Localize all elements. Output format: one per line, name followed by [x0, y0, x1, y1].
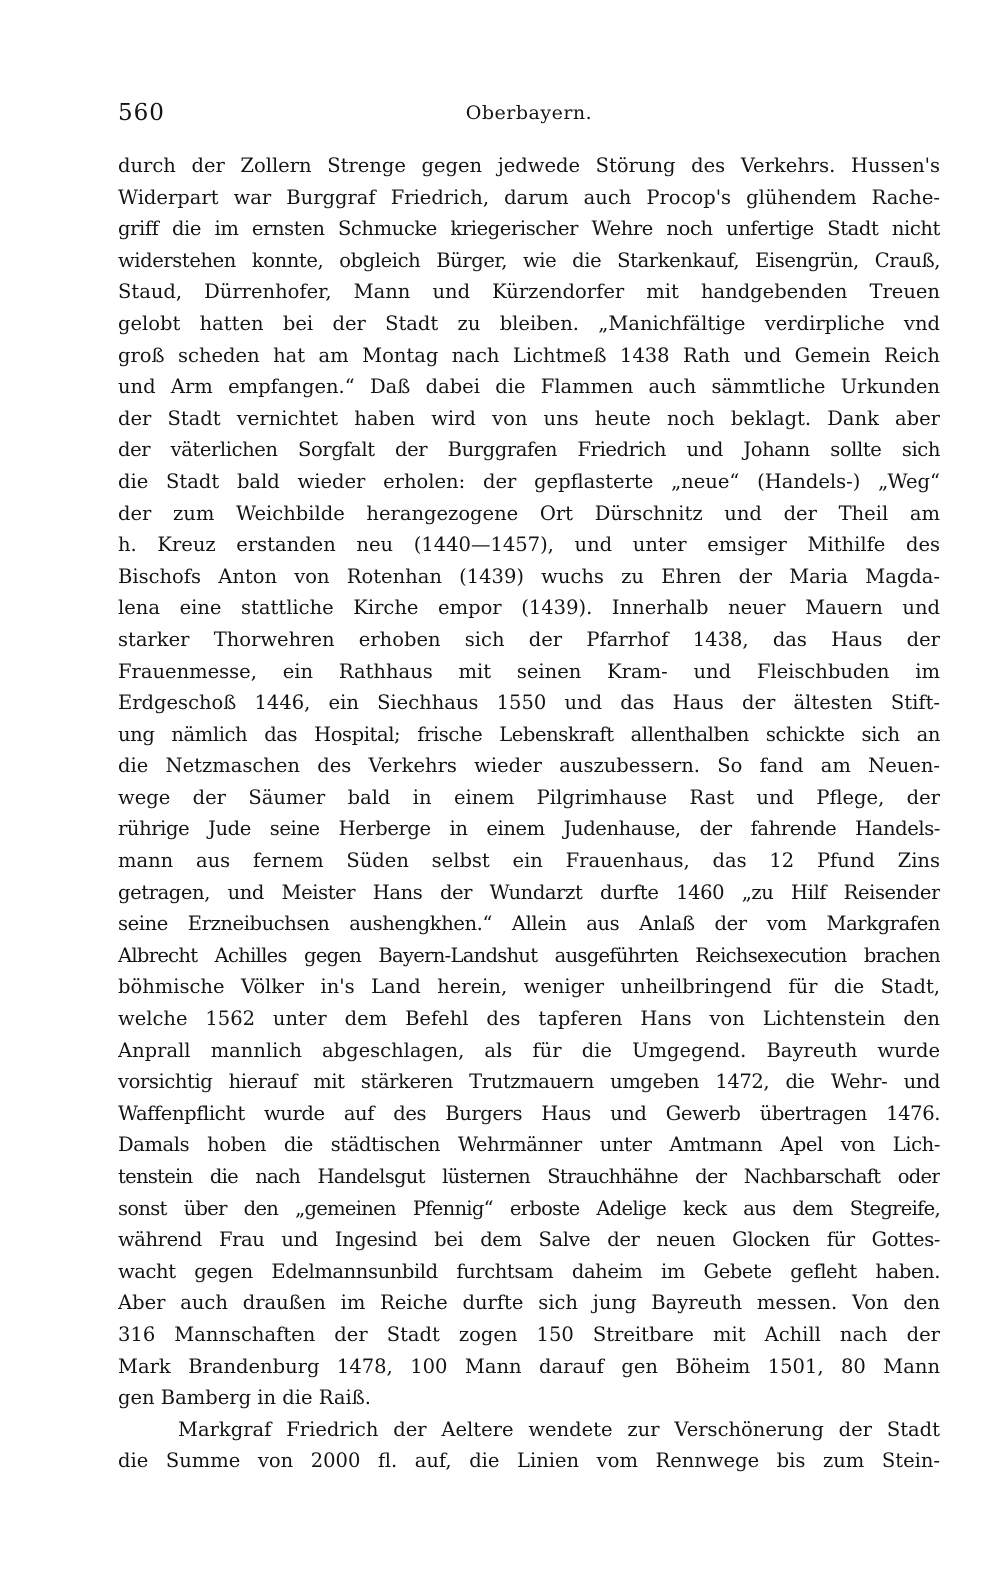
text-line: Anprall mannlich abgeschlagen, als für die Umgegend. Bayreuth wurde: [118, 1038, 940, 1062]
text-line: und Arm empfangen.“ Daß dabei die Flammen auch sämmtliche Urkunden: [118, 375, 940, 399]
text-line: die Summe von 2000 fl. auf, die Linien vom Rennwege bis zum Stein-: [118, 1449, 940, 1473]
section-title: Oberbayern.: [465, 102, 593, 124]
text-line: Bischofs Anton von Rotenhan (1439) wuchs zu Ehren der Maria Magda-: [118, 564, 940, 588]
text-line: Widerpart war Burggraf Friedrich, darum auch Procop's glühendem Rache-: [118, 185, 940, 209]
text-line: ung nämlich das Hospital; frische Lebenskraft allenthalben schickte sich an: [118, 722, 940, 746]
text-line: gen Bamberg in die Raiß.: [118, 1386, 371, 1410]
running-head: [118, 100, 940, 136]
text-line: Mark Brandenburg 1478, 100 Mann darauf gen Böheim 1501, 80 Mann: [118, 1354, 940, 1378]
text-line: Waffenpflicht wurde auf des Burgers Haus und Gewerb übertragen 1476.: [118, 1101, 940, 1125]
text-line: Staud, Dürrenhofer, Mann und Kürzendorfer mit handgebenden Treuen: [118, 280, 940, 304]
text-line: durch der Zollern Strenge gegen jedwede Störung des Verkehrs. Hussen's: [118, 154, 940, 177]
text-line: Aber auch draußen im Reiche durfte sich jung Bayreuth messen. Von den: [118, 1291, 940, 1315]
text-line: Damals hoben die städtischen Wehrmänner unter Amtmann Apel von Lich-: [118, 1133, 940, 1157]
text-line: wege der Säumer bald in einem Pilgrimhause Rast und Pflege, der: [118, 785, 940, 809]
text-line: widerstehen konnte, obgleich Bürger, wie die Starkenkauf, Eisengrün, Crauß,: [118, 248, 940, 272]
text-line: gelobt hatten bei der Stadt zu bleiben. „Manichfältige verdirpliche vnd: [118, 311, 940, 335]
text-line: der zum Weichbilde herangezogene Ort Dürschnitz und der Theil am: [118, 501, 940, 525]
text-line: groß scheden hat am Montag nach Lichtmeß 1438 Rath und Gemein Reich: [118, 343, 940, 367]
text-line: der Stadt vernichtet haben wird von uns heute noch beklagt. Dank aber: [118, 406, 940, 430]
text-line: wacht gegen Edelmannsunbild furchtsam daheim im Gebete gefleht haben.: [118, 1259, 940, 1283]
text-line: griff die im ernsten Schmucke kriegerischer Wehre noch unfertige Stadt nicht: [118, 217, 940, 241]
text-line: Albrecht Achilles gegen Bayern-Landshut ausgeführten Reichsexecution brachen: [118, 943, 940, 967]
text-line: lena eine stattliche Kirche empor (1439). Innerhalb neuer Mauern und: [118, 596, 940, 620]
text-line: die Stadt bald wieder erholen: der gepflasterte „neue“ (Handels-) „Weg“: [118, 469, 940, 493]
text-line: vorsichtig hierauf mit stärkeren Trutzmauern umgeben 1472, die Wehr- und: [118, 1070, 940, 1094]
text-line: der väterlichen Sorgfalt der Burggrafen Friedrich und Johann sollte sich: [118, 438, 940, 462]
text-line: tenstein die nach Handelsgut lüsternen Strauchhähne der Nachbarschaft oder: [118, 1165, 940, 1188]
text-line: böhmische Völker in's Land herein, weniger unheilbringend für die Stadt,: [118, 975, 940, 999]
body-text: [118, 150, 940, 1477]
text-line: seine Erzneibuchsen aushengkhen.“ Allein aus Anlaß der vom Markgrafen: [118, 912, 940, 936]
page-number: 560: [118, 100, 165, 126]
text-line: getragen, und Meister Hans der Wundarzt durfte 1460 „zu Hilf Reisender: [118, 880, 940, 904]
text-line: rührige Jude seine Herberge in einem Judenhause, der fahrende Handels-: [118, 817, 940, 841]
text-line: mann aus fernem Süden selbst ein Frauenhaus, das 12 Pfund Zins: [118, 849, 940, 873]
text-line: 316 Mannschaften der Stadt zogen 150 Streitbare mit Achill nach der: [118, 1322, 940, 1346]
text-line: Markgraf Friedrich der Aeltere wendete zur Verschönerung der Stadt: [178, 1417, 940, 1441]
text-line: Frauenmesse, ein Rathhaus mit seinen Kram- und Fleischbuden im: [118, 659, 940, 683]
text-line: Erdgeschoß 1446, ein Siechhaus 1550 und das Haus der ältesten Stift-: [118, 691, 940, 715]
text-line: starker Thorwehren erhoben sich der Pfarrhof 1438, das Haus der: [118, 627, 940, 651]
text-line: sonst über den „gemeinen Pfennig“ erboste Adelige keck aus dem Stegreife,: [118, 1196, 940, 1220]
text-line: welche 1562 unter dem Befehl des tapferen Hans von Lichtenstein den: [118, 1007, 940, 1031]
text-line: während Frau und Ingesind bei dem Salve der neuen Glocken für Gottes-: [118, 1228, 940, 1252]
text-line: h. Kreuz erstanden neu (1440—1457), und unter emsiger Mithilfe des: [118, 533, 940, 557]
text-line: die Netzmaschen des Verkehrs wieder auszubessern. So fand am Neuen-: [118, 754, 940, 778]
